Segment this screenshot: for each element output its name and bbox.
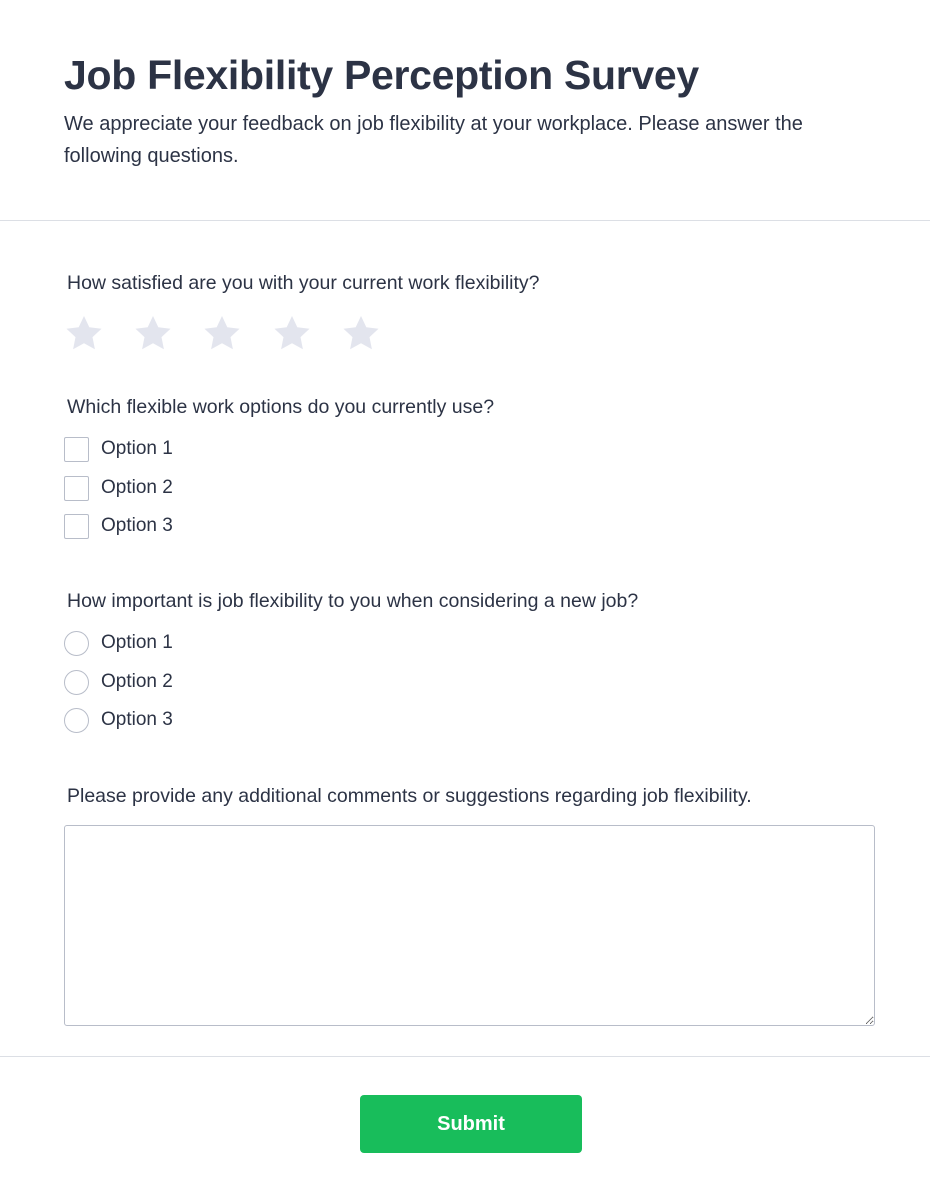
footer-divider (0, 1056, 930, 1057)
radio-option-label: Option 2 (101, 671, 173, 692)
star-icon[interactable] (64, 313, 104, 353)
question-importance-label: How important is job flexibility to you when considering a new job? (67, 590, 639, 612)
checkbox[interactable] (64, 514, 89, 539)
star-icon[interactable] (133, 313, 173, 353)
question-comments-label: Please provide any additional comments or suggestions regarding job flexibility. (67, 785, 752, 807)
checkbox[interactable] (64, 437, 89, 462)
radio-button[interactable] (64, 708, 89, 733)
checkbox[interactable] (64, 476, 89, 501)
checkbox-option-label: Option 1 (101, 438, 173, 459)
comments-textarea[interactable] (64, 825, 875, 1026)
radio-option-label: Option 3 (101, 709, 173, 730)
form-header (0, 0, 930, 221)
checkbox-option-label: Option 3 (101, 515, 173, 536)
question-options-used-label: Which flexible work options do you currently use? (67, 396, 495, 418)
radio-button[interactable] (64, 631, 89, 656)
checkbox-option-label: Option 2 (101, 477, 173, 498)
page-title: Job Flexibility Perception Survey (64, 52, 699, 98)
submit-button[interactable]: Submit (360, 1095, 582, 1153)
star-icon[interactable] (341, 313, 381, 353)
star-icon[interactable] (272, 313, 312, 353)
radio-option-label: Option 1 (101, 632, 173, 653)
star-icon[interactable] (202, 313, 242, 353)
page-subtitle: We appreciate your feedback on job flexibility at your workplace. Please answer the following questions. (64, 113, 803, 167)
question-satisfaction-label: How satisfied are you with your current work flexibility? (67, 272, 540, 294)
radio-button[interactable] (64, 670, 89, 695)
